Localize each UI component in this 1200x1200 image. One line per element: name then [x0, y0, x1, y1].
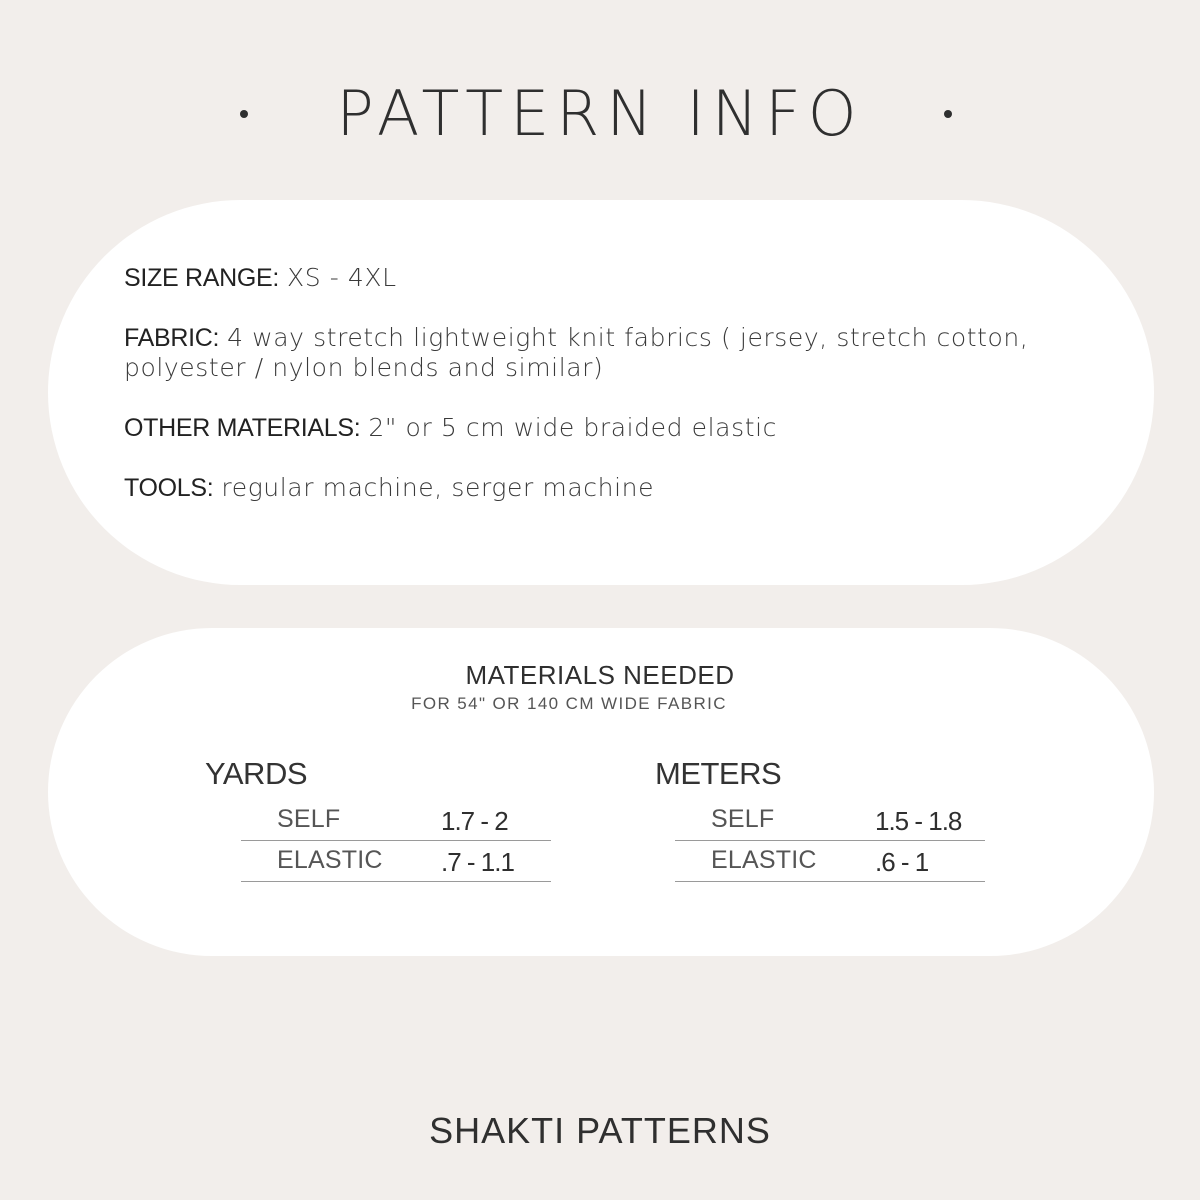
materials-subheading: FOR 54" OR 140 CM WIDE FABRIC	[411, 694, 727, 713]
yards-heading: YARDS	[205, 756, 308, 791]
other-materials-label: OTHER MATERIALS:	[124, 414, 361, 442]
fabric-value: 4 way stretch lightweight knit fabrics ( jersey, stretch cotton, polyester / nylon blends and similar)	[124, 323, 1029, 382]
row-value: 1.7 - 2	[441, 806, 508, 836]
fabric-line	[124, 323, 1074, 383]
size-range-value: XS - 4XL	[287, 263, 397, 292]
row-name: ELASTIC	[711, 846, 817, 874]
meters-table	[675, 800, 985, 882]
tools-line	[124, 473, 1074, 503]
table-row	[675, 841, 985, 882]
brand-name: SHAKTI PATTERNS	[429, 1110, 771, 1151]
table-row	[241, 800, 551, 841]
bullet-dot-left	[240, 110, 248, 118]
meters-heading: METERS	[655, 756, 782, 791]
bullet-dot-right	[944, 110, 952, 118]
table-row	[675, 800, 985, 841]
fabric-label: FABRIC:	[124, 324, 220, 352]
pattern-details-panel	[48, 200, 1154, 585]
size-range-label: SIZE RANGE:	[124, 264, 280, 292]
row-value: .6 - 1	[875, 847, 929, 877]
tools-label: TOOLS:	[124, 474, 214, 502]
page-title: PATTERN INFO	[336, 77, 864, 150]
row-value: 1.5 - 1.8	[875, 806, 962, 836]
materials-heading: MATERIALS NEEDED	[465, 660, 735, 690]
row-name: SELF	[711, 805, 775, 833]
tools-value: regular machine, serger machine	[221, 473, 655, 502]
row-name: ELASTIC	[277, 846, 383, 874]
row-name: SELF	[277, 805, 341, 833]
other-materials-line	[124, 413, 1074, 443]
other-materials-value: 2" or 5 cm wide braided elastic	[368, 413, 777, 442]
row-value: .7 - 1.1	[441, 847, 514, 877]
yards-table	[241, 800, 551, 882]
page-header	[0, 78, 1200, 150]
table-row	[241, 841, 551, 882]
size-range-line	[124, 263, 1074, 293]
